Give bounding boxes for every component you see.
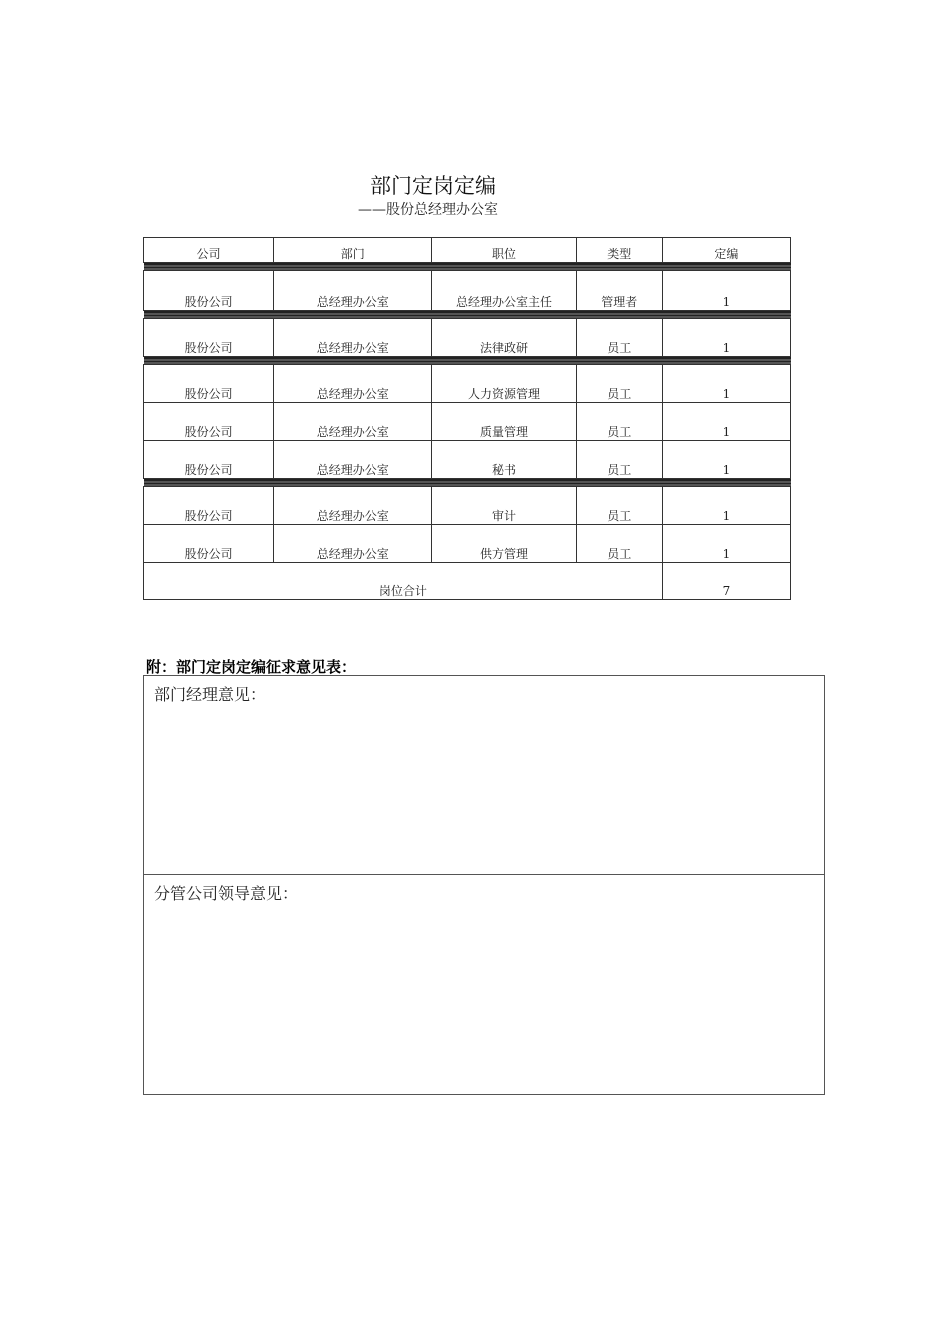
cell-count: 1 (662, 487, 790, 525)
header-position: 职位 (432, 238, 576, 263)
cell-department: 总经理办公室 (274, 441, 432, 479)
cell-position: 供方管理 (432, 525, 576, 563)
cell-company: 股份公司 (144, 525, 274, 563)
cell-department: 总经理办公室 (274, 403, 432, 441)
cell-count: 1 (662, 319, 790, 357)
cell-position: 审计 (432, 487, 576, 525)
cell-company: 股份公司 (144, 403, 274, 441)
cell-department: 总经理办公室 (274, 365, 432, 403)
cell-type: 员工 (576, 525, 662, 563)
header-type: 类型 (576, 238, 662, 263)
table-row (144, 487, 791, 525)
header-department: 部门 (274, 238, 432, 263)
table-row (144, 525, 791, 563)
cell-type: 员工 (576, 403, 662, 441)
cell-department: 总经理办公室 (274, 487, 432, 525)
cell-count: 1 (662, 441, 790, 479)
total-row (144, 563, 791, 600)
dept-manager-opinion-field[interactable] (144, 676, 824, 875)
cell-company: 股份公司 (144, 271, 274, 311)
company-leader-opinion-field[interactable] (144, 875, 824, 1094)
company-leader-opinion-label: 分管公司领导意见： (154, 884, 299, 903)
header-company: 公司 (144, 238, 274, 263)
document-title: 部门定岗定编 (370, 174, 496, 198)
cell-type: 管理者 (576, 271, 662, 311)
total-label: 岗位合计 (144, 563, 663, 600)
cell-position: 人力资源管理 (432, 365, 576, 403)
cell-company: 股份公司 (144, 487, 274, 525)
cell-type: 员工 (576, 487, 662, 525)
cell-position: 秘书 (432, 441, 576, 479)
row-separator (144, 311, 791, 319)
cell-type: 员工 (576, 441, 662, 479)
table-row (144, 441, 791, 479)
cell-company: 股份公司 (144, 319, 274, 357)
cell-company: 股份公司 (144, 365, 274, 403)
table-row (144, 403, 791, 441)
document-subtitle: ——股份总经理办公室 (358, 202, 498, 218)
cell-count: 1 (662, 403, 790, 441)
cell-type: 员工 (576, 365, 662, 403)
dept-manager-opinion-label: 部门经理意见： (154, 685, 267, 704)
header-count: 定编 (662, 238, 790, 263)
cell-department: 总经理办公室 (274, 319, 432, 357)
total-value: 7 (662, 563, 790, 600)
cell-count: 1 (662, 365, 790, 403)
cell-position: 总经理办公室主任 (432, 271, 576, 311)
cell-count: 1 (662, 271, 790, 311)
table-row (144, 271, 791, 311)
cell-company: 股份公司 (144, 441, 274, 479)
cell-department: 总经理办公室 (274, 525, 432, 563)
cell-department: 总经理办公室 (274, 271, 432, 311)
row-separator (144, 263, 791, 271)
table-row (144, 319, 791, 357)
opinion-form (143, 675, 825, 1095)
table-row (144, 365, 791, 403)
cell-count: 1 (662, 525, 790, 563)
appendix-title: 附：部门定岗定编征求意见表： (146, 658, 357, 676)
row-separator (144, 357, 791, 365)
cell-position: 法律政研 (432, 319, 576, 357)
staffing-table (143, 237, 791, 600)
cell-type: 员工 (576, 319, 662, 357)
row-separator (144, 479, 791, 487)
table-header-row (144, 238, 791, 263)
cell-position: 质量管理 (432, 403, 576, 441)
